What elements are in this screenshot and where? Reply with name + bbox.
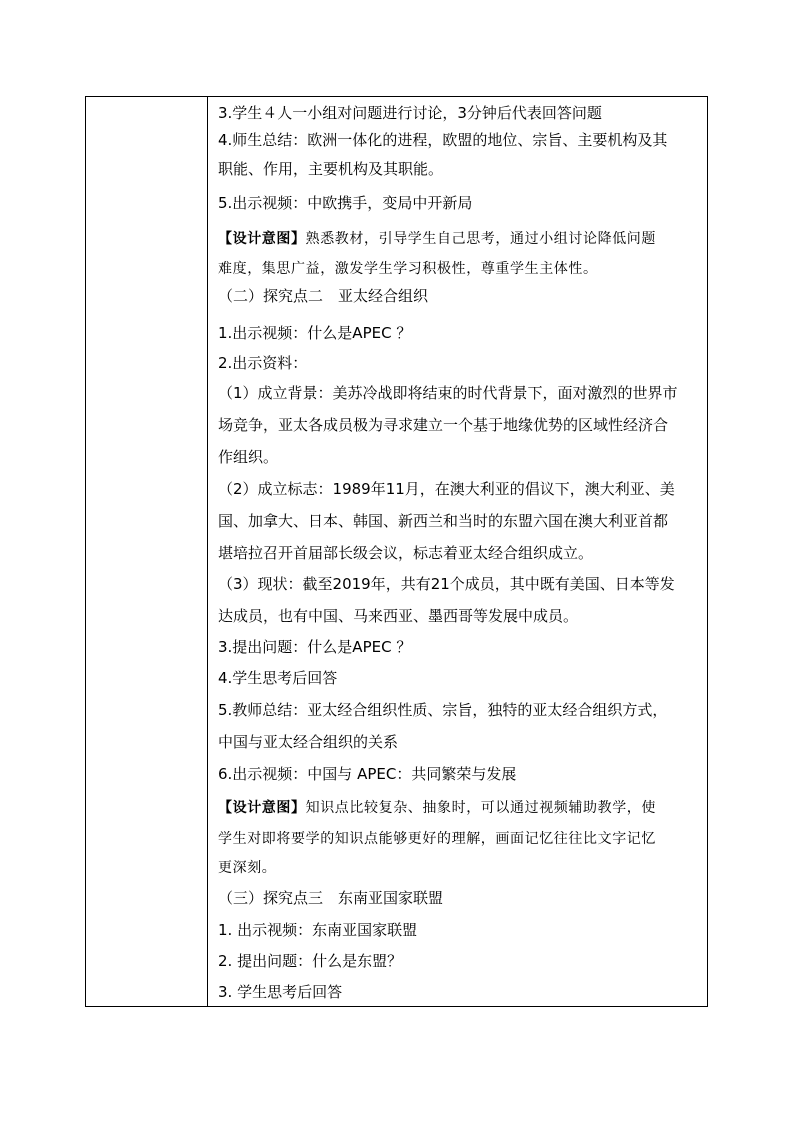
text-line: （2）成立标志：1989年11月，在澳大利亚的倡议下，澳大利亚、美 (218, 480, 675, 498)
text-line: 作组织。 (218, 448, 279, 466)
text-line: 2.出示资料： (218, 354, 308, 372)
text-line: 达成员，也有中国、马来西亚、墨西哥等发展中成员。 (218, 607, 579, 625)
design-intent-line: 难度，集思广益，激发学生学习积极性，尊重学生主体性。 (218, 261, 598, 277)
text-line: 1. 出示视频：东南亚国家联盟 (218, 921, 418, 939)
design-intent-line: 更深刻。 (218, 860, 277, 876)
design-intent-label: 【设计意图】 (218, 800, 306, 816)
text-line: 5.教师总结：亚太经合组织性质、宗旨，独特的亚太经合组织方式， (218, 701, 668, 719)
text-line: 1.出示视频：什么是APEC ？ (218, 324, 412, 342)
text-line: 6.出示视频：中国与 APEC：共同繁荣与发展 (218, 765, 517, 783)
column-divider (207, 97, 208, 1006)
text-line: （1）成立背景：美苏冷战即将结束的时代背景下，面对激烈的世界市 (218, 384, 678, 402)
design-intent-line: 【设计意图】知识点比较复杂、抽象时，可以通过视频辅助教学，使 (218, 800, 657, 816)
text-line: 3. 学生思考后回答 (218, 983, 343, 1001)
text-line: （3）现状：截至2019年，共有21个成员，其中既有美国、日本等发 (218, 575, 675, 593)
section-heading: （三）探究点三 东南亚国家联盟 (218, 889, 444, 907)
text-line: 5.出示视频：中欧携手，变局中开新局 (218, 194, 473, 212)
section-heading: （二）探究点二 亚太经合组织 (218, 287, 429, 305)
text-line: 职能、作用，主要机构及其职能。 (218, 160, 444, 178)
text-line: 中国与亚太经合组织的关系 (218, 733, 399, 751)
text-line: 4.师生总结：欧洲一体化的进程，欧盟的地位、宗旨、主要机构及其 (218, 131, 668, 149)
design-intent-line: 学生对即将要学的知识点能够更好的理解，画面记忆往往比文字记忆 (218, 831, 656, 847)
design-intent-label: 【设计意图】 (218, 231, 306, 247)
design-intent-line: 【设计意图】熟悉教材，引导学生自己思考，通过小组讨论降低问题 (218, 231, 657, 247)
lesson-table (85, 96, 708, 1007)
text-line: 堪培拉召开首届部长级会议，标志着亚太经合组织成立。 (218, 544, 594, 562)
text-line: 3.学生４人一小组对问题进行讨论，3分钟后代表回答问题 (218, 104, 602, 122)
text-line: 4.学生思考后回答 (218, 669, 338, 687)
text-line: 场竞争，亚太各成员极为寻求建立一个基于地缘优势的区域性经济合 (218, 416, 669, 434)
text-line: 国、加拿大、日本、韩国、新西兰和当时的东盟六国在澳大利亚首都 (218, 512, 669, 530)
text-line: 3.提出问题：什么是APEC ？ (218, 638, 412, 656)
text-line: 2. 提出问题：什么是东盟？ (218, 952, 403, 970)
